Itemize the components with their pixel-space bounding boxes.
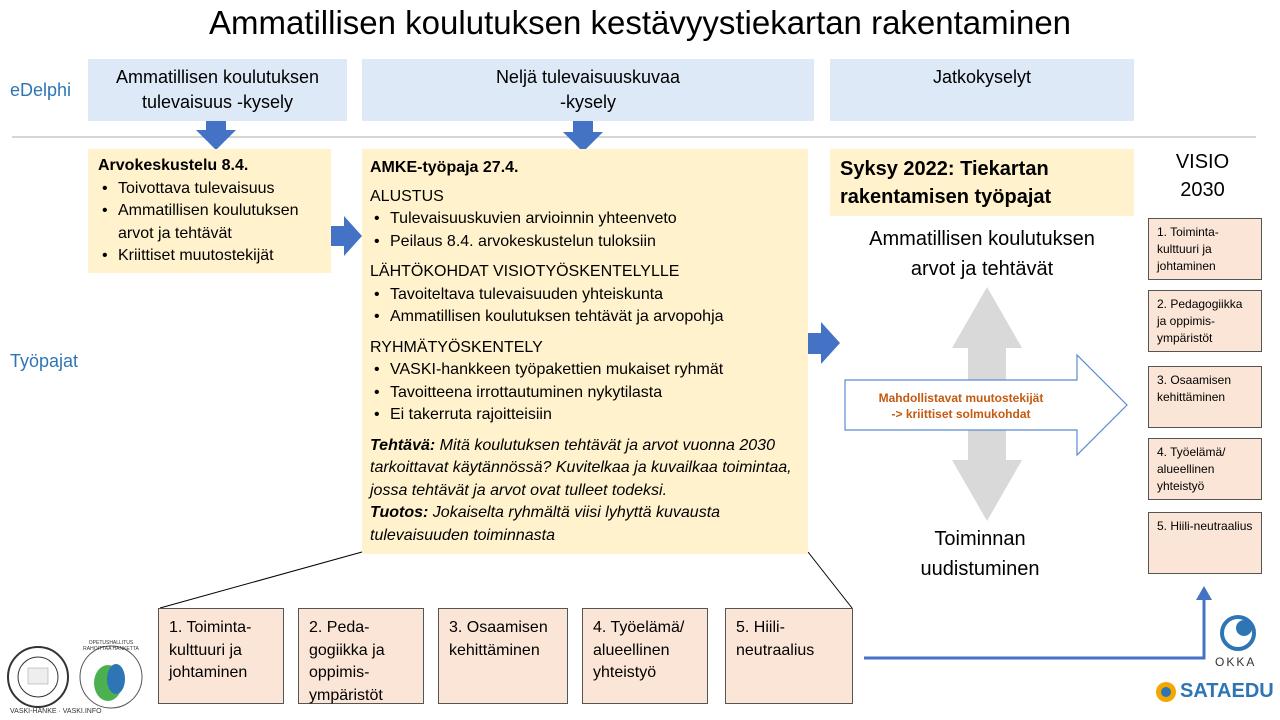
visio-item-5: 5. Hiili-neutraalius	[1148, 512, 1262, 574]
group-box-2: 2. Peda-gogiikka ja oppimis-ympäristöt	[298, 608, 424, 704]
amke-section-list	[370, 284, 800, 329]
uudistuminen-line2: uudistuminen	[920, 558, 1040, 580]
group-box-1: 1. Toiminta-kulttuuri ja johtaminen	[158, 608, 284, 704]
amke-section-label: ALUSTUS	[370, 187, 444, 205]
group-box-3: 3. Osaamisen kehittäminen	[438, 608, 568, 704]
visio-item-1: 1. Toiminta-kulttuuri ja johtaminen	[1148, 218, 1262, 280]
syksy-line2: rakentamisen työpajat	[840, 186, 1052, 208]
row-label-edelphi: eDelphi	[10, 80, 72, 100]
uudistuminen-label	[880, 524, 1080, 584]
right-arrow-1	[331, 216, 362, 256]
amke-section-list	[370, 359, 800, 427]
oph-logo	[80, 646, 142, 708]
survey-2-line2: -kysely	[559, 92, 616, 112]
uudistuminen-line1: Toiminnan	[934, 528, 1026, 550]
survey-1-line2: tulevaisuus -kysely	[141, 92, 294, 112]
down-arrow-2	[563, 120, 603, 152]
page-title: Ammatillisen koulutuksen kestävyystiekartan rakentaminen	[208, 4, 1072, 41]
right-arrow-2	[808, 322, 840, 364]
amke-output	[370, 502, 800, 547]
arvot-line1: Ammatillisen koulutuksen	[869, 228, 1095, 250]
arvokeskustelu-list	[98, 178, 321, 268]
task-label: Tehtävä:	[370, 436, 436, 454]
survey-box-1	[88, 59, 347, 121]
output-label: Tuotos:	[370, 504, 429, 521]
survey-box-3	[830, 59, 1134, 121]
down-arrow-1	[196, 120, 236, 150]
visio-label	[1150, 148, 1255, 204]
survey-box-2	[362, 59, 814, 121]
list-item: • Tavoiteltava tulevaisuuden yhteiskunta	[370, 284, 800, 307]
task-text: Mitä koulutuksen tehtävät ja arvot vuonna 2030 tarkoittavat käytännössä? Kuvitelkaa ja kuvailkaa toimintaa, jossa tehtävät ja arvot ovat tulleet todeksi.	[370, 436, 792, 499]
syksy-line1: Syksy 2022: Tiekartan	[840, 158, 1049, 180]
sataedu-logo-text: SATAEDU	[1180, 680, 1274, 702]
list-item: • VASKI-hankkeen työpakettien mukaiset ryhmät	[370, 359, 800, 382]
syksy-box	[830, 149, 1134, 216]
vision-arrow-path	[864, 598, 1204, 658]
visio-line2: 2030	[1180, 179, 1225, 201]
output-text: Jokaiselta ryhmältä viisi lyhyttä kuvausta tulevaisuuden toiminnasta	[370, 504, 721, 544]
okka-logo-text: OKKA	[1215, 655, 1257, 669]
visio-line1: VISIO	[1175, 151, 1230, 173]
funnel-line-right	[808, 552, 852, 608]
survey-3-line1: Jatkokyselyt	[932, 67, 1032, 87]
arvokeskustelu-heading: Arvokeskustelu 8.4.	[98, 157, 249, 174]
arvot-label	[830, 224, 1134, 284]
amke-section-list	[370, 208, 800, 253]
funnel-line-left	[160, 552, 362, 608]
muutos-line2: -> kriittiset solmukohdat	[891, 407, 1031, 421]
list-item: • Ei takerruta rajoitteisiin	[370, 404, 800, 427]
okka-logo	[1222, 617, 1254, 649]
visio-item-3: 3. Osaamisen kehittäminen	[1148, 366, 1262, 428]
list-item: • Tavoitteena irrottautuminen nykytilasta	[370, 382, 800, 405]
list-item: • Toivottava tulevaisuus	[98, 178, 321, 201]
list-item: • Ammatillisen koulutuksen arvot ja tehtävät	[98, 200, 321, 245]
arvot-line2: arvot ja tehtävät	[910, 258, 1054, 280]
visio-item-2: 2. Pedagogiikka ja oppimis-ympäristöt	[1148, 290, 1262, 352]
muutos-line1: Mahdollistavat muutostekijät	[878, 391, 1044, 405]
amke-section-label: RYHMÄTYÖSKENTELY	[370, 338, 543, 356]
vaski-logo	[8, 647, 68, 707]
group-box-5: 5. Hiili-neutraalius	[725, 608, 853, 704]
amke-box	[362, 149, 808, 554]
visio-item-4: 4. Työelämä/ alueellinen yhteistyö	[1148, 438, 1262, 500]
sataedu-logo-icon	[1156, 682, 1176, 702]
list-item: • Ammatillisen koulutuksen tehtävät ja arvopohja	[370, 306, 800, 329]
survey-1-line1: Ammatillisen koulutuksen	[115, 67, 320, 87]
list-item: • Peilaus 8.4. arvokeskustelun tuloksiin	[370, 231, 800, 254]
amke-heading: AMKE-työpaja 27.4.	[370, 159, 519, 176]
list-item: • Tulevaisuuskuvien arvioinnin yhteenveto	[370, 208, 800, 231]
survey-2-line1: Neljä tulevaisuuskuvaa	[495, 67, 681, 87]
vision-arrow-head	[1196, 586, 1212, 600]
muutos-label	[846, 390, 1076, 422]
row-label-tyopajat: Työpajat	[10, 351, 79, 371]
oph-logo-text: OPETUSHALLITUS RAHOITTAA HANKETTA	[83, 640, 139, 652]
group-box-4: 4. Työelämä/ alueellinen yhteistyö	[582, 608, 708, 704]
list-item: • Kriittiset muutostekijät	[98, 245, 321, 268]
amke-section-label: LÄHTÖKOHDAT VISIOTYÖSKENTELYLLE	[370, 263, 680, 280]
vaski-logo-text: VASKI-HANKE · VASKI.INFO	[10, 708, 102, 715]
arvokeskustelu-box	[88, 149, 331, 273]
amke-task	[370, 435, 800, 503]
